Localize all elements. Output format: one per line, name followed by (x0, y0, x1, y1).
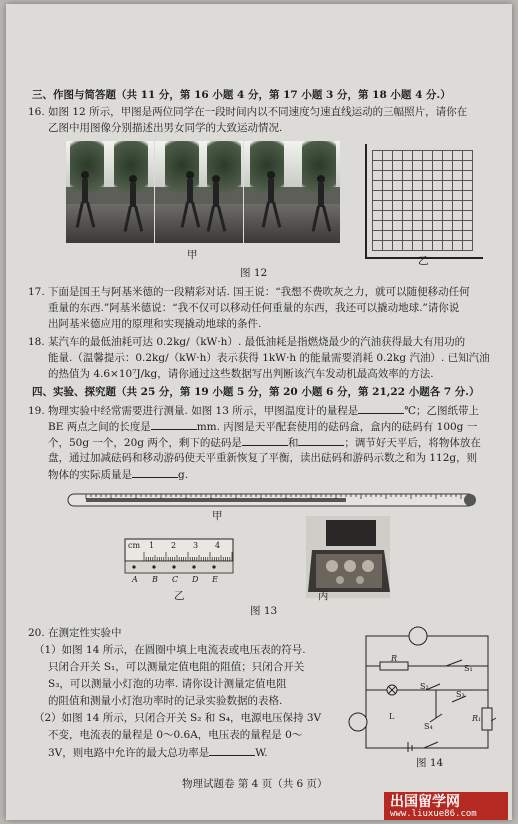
ruler-unit: cm (128, 541, 141, 550)
blank-1[interactable] (358, 403, 404, 414)
ruler-tick-3: 3 (193, 541, 199, 550)
ruler-tick-2: 2 (171, 541, 177, 550)
tape-dot (172, 565, 175, 568)
blank-6[interactable] (209, 745, 255, 756)
q20-text-6: （2）如图 14 所示，只闭合开关 S₂ 和 S₄，电源电压保持 3V (34, 712, 322, 724)
label-l: L (389, 712, 395, 721)
q20-text-8: 3V，则电路中允许的最大总功率是 W. (48, 747, 268, 759)
tape-point-b: B (152, 575, 158, 584)
photo-2 (155, 141, 243, 243)
thermometer (66, 487, 486, 513)
photo-1 (66, 141, 154, 243)
label-s2: S₂ (420, 682, 429, 691)
section3-heading: 三、作图与简答题（共 11 分，第 16 小题 4 分，第 17 小题 3 分，第 18 小题 4 分.） (32, 89, 451, 101)
ruler-tick-4: 4 (215, 541, 221, 550)
label-s3: S₃ (456, 690, 465, 699)
q20-text-2: （1）如图 14 所示，在圆圈中填上电流表或电压表的符号. (34, 644, 306, 656)
tape-dot (212, 565, 215, 568)
q16-text-2: 乙图中用图像分别描述出男女同学的大致运动情况. (48, 122, 283, 134)
tape-dot (192, 565, 195, 568)
label-s1: S₁ (464, 664, 473, 673)
q19-label-yi: 乙 (174, 590, 185, 602)
watermark-url: www.liuxue86.com (390, 809, 477, 819)
q19-text-5: 物体的实际质量是 g. (48, 469, 189, 481)
q17-text-2: 重量的东西.”阿基米德说：“我不仅可以移动任何重量的东西，我还可以撬动地球.”请你说 (48, 302, 460, 314)
tape-dot (152, 565, 155, 568)
blank-2[interactable] (151, 419, 197, 430)
ruler-tick-1: 1 (149, 541, 155, 550)
q18-text-3: 的热值为 4.6×10⁷J/kg，请你通过这些数据写出判断该汽车发动机最高效率的方法. (48, 368, 434, 380)
q19-text-3: 个，50g 一个，20g 两个，剩下的砝码是 和 ；调节好天平后，将物体放在 (48, 437, 481, 449)
q20-text-3: 只闭合开关 S₁，可以测量定值电阻的阻值；只闭合开关 (48, 661, 305, 673)
q18-text-1: 18. 某汽车的最低油耗可达 0.2kg/（kW·h）. 最低油耗是指燃烧最少的汽油获得最大有用功的 (28, 336, 466, 348)
fig12-caption: 图 12 (240, 267, 268, 279)
tape-point-c: C (172, 575, 179, 584)
blank-5[interactable] (132, 467, 178, 478)
q19-label-bing: 丙 (318, 590, 329, 602)
q20-text-5: 的阻值和测量小灯泡功率时的记录实验数据的表格. (48, 695, 283, 707)
page-footer: 物理试题卷 第 4 页（共 6 页） (182, 778, 328, 790)
exam-page (6, 4, 512, 820)
fig14-caption: 图 14 (416, 757, 444, 769)
q16-label-jia: 甲 (187, 249, 198, 261)
tape-point-e: E (212, 575, 218, 584)
q19-text-4: 盘，通过加减砝码和移动游码使天平重新恢复了平衡，读出砝码和游码示数之和为 112g，则 (48, 452, 478, 464)
q20-text-4: S₃，可以测量小灯泡的功率. 请你设计测量定值电阻 (48, 678, 287, 690)
watermark-brand: 出国留学网 (390, 794, 460, 810)
section4-heading: 四、实验、探究题（共 25 分，第 19 小题 5 分，第 20 小题 6 分，第 21,22 小题各 7 分.） (32, 386, 480, 398)
q20-text-7: 不变，电流表的量程是 0～0.6A，电压表的量程是 0～ (48, 729, 303, 741)
q16-label-yi: 乙 (418, 255, 429, 267)
tape-point-a: A (132, 575, 138, 584)
q16-text-1: 16. 如图 12 所示，甲图是两位同学在一段时间内以不同速度匀速直线运动的三幅照片，请你在 (28, 106, 468, 118)
blank-3[interactable] (242, 435, 288, 446)
q20-text-1: 20. 在测定性实验中 (28, 627, 122, 639)
label-s4: S₄ (424, 722, 433, 731)
label-r1: R₁ (472, 714, 482, 723)
q18-text-2: 能量.（温馨提示：0.2kg/（kW·h）表示获得 1kW·h 的能量需要消耗 0.2kg 汽油）. 已知汽油 (48, 352, 490, 364)
tape-dot (132, 565, 135, 568)
q19-text-1: 19. 物理实验中经常需要进行测量. 如图 13 所示，甲图温度计的量程是 ℃；乙图纸带上 (28, 405, 479, 417)
q19-text-2: BE 两点之间的长度是 mm. 丙图是天平配套使用的砝码盒，盒内的砝码有 100g 一 (48, 421, 478, 433)
q17-text-1: 17. 下面是国王与阿基米德的一段精彩对话. 国王说：“我想不费吹灰之力，就可以随便移动任何 (28, 286, 470, 298)
graph-y-axis (365, 144, 367, 258)
q19-label-jia: 甲 (212, 510, 223, 522)
answer-grid (372, 150, 473, 251)
weight-box (306, 516, 390, 598)
q17-text-3: 出阿基米德应用的原理和实现撬动地球的条件. (48, 318, 262, 330)
tape-point-d: D (192, 575, 199, 584)
watermark-logo (384, 792, 508, 820)
label-r: R (391, 654, 398, 663)
blank-4[interactable] (298, 435, 344, 446)
fig13-caption: 图 13 (250, 605, 278, 617)
photo-3 (244, 141, 340, 243)
